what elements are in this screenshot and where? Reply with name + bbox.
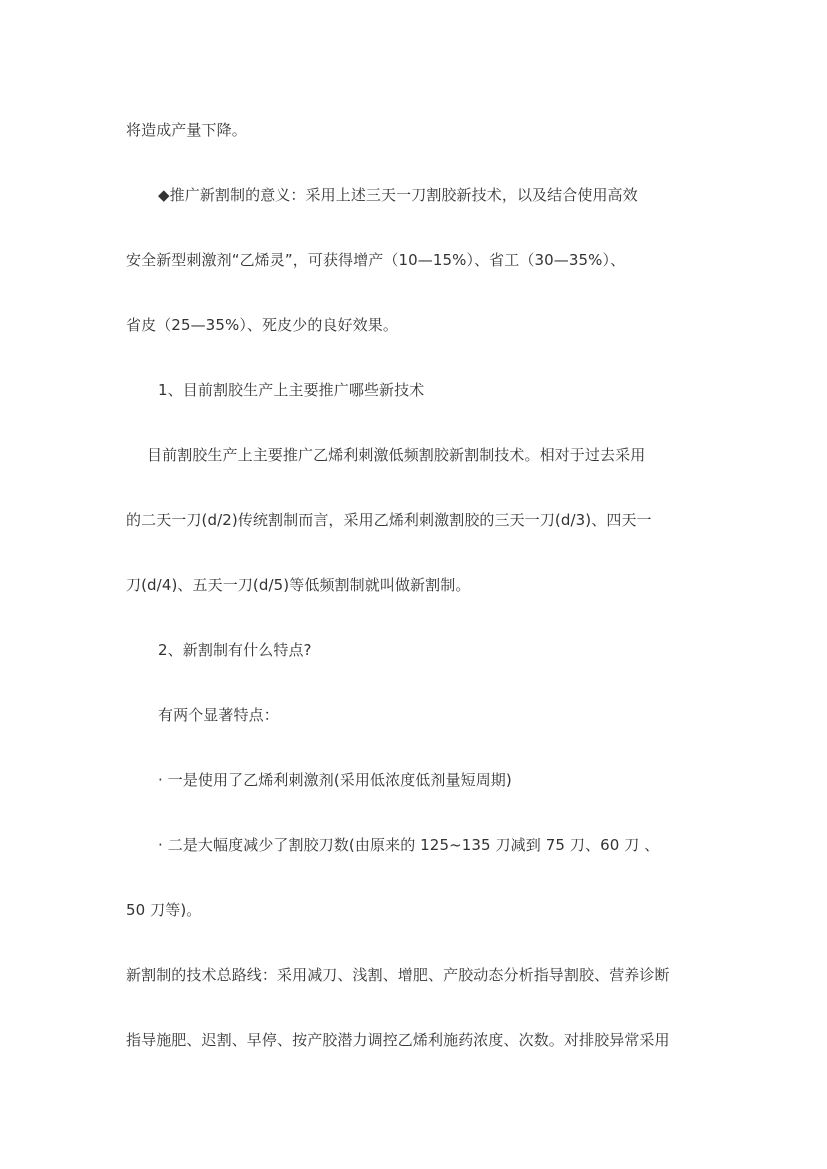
paragraph-line: 有两个显著特点： bbox=[158, 706, 279, 724]
paragraph-line: 将造成产量下降。 bbox=[126, 121, 247, 139]
paragraph-line: ◆推广新割制的意义：采用上述三天一刀割胶新技术，以及结合使用高效 bbox=[158, 186, 638, 204]
paragraph-line: 省皮（25—35%）、死皮少的良好效果。 bbox=[126, 316, 398, 334]
section-heading: 2、新割制有什么特点? bbox=[158, 641, 312, 659]
bullet-item: · 一是使用了乙烯利刺激剂(采用低浓度低剂量短周期) bbox=[158, 771, 512, 789]
bullet-item: · 二是大幅度减少了割胶刀数(由原来的 125~135 刀减到 75 刀、60 刀 、 bbox=[158, 836, 660, 854]
paragraph-line: 50 刀等)。 bbox=[126, 901, 202, 919]
paragraph-line: 指导施肥、迟割、早停、按产胶潜力调控乙烯利施药浓度、次数。对排胶异常采用 bbox=[126, 1031, 670, 1049]
paragraph-line: 的二天一刀(d/2)传统割制而言，采用乙烯利刺激割胶的三天一刀(d/3)、四天一 bbox=[126, 511, 652, 529]
paragraph-line: 目前割胶生产上主要推广乙烯利刺激低频割胶新割制技术。相对于过去采用 bbox=[147, 446, 646, 464]
paragraph-line: 刀(d/4)、五天一刀(d/5)等低频割制就叫做新割制。 bbox=[126, 576, 471, 594]
section-heading: 1、目前割胶生产上主要推广哪些新技术 bbox=[158, 381, 425, 399]
paragraph-line: 安全新型刺激剂“乙烯灵”，可获得增产（10—15%）、省工（30—35%）、 bbox=[126, 251, 626, 269]
paragraph-line: 新割制的技术总路线：采用减刀、浅割、增肥、产胶动态分析指导割胶、营养诊断 bbox=[126, 966, 670, 984]
